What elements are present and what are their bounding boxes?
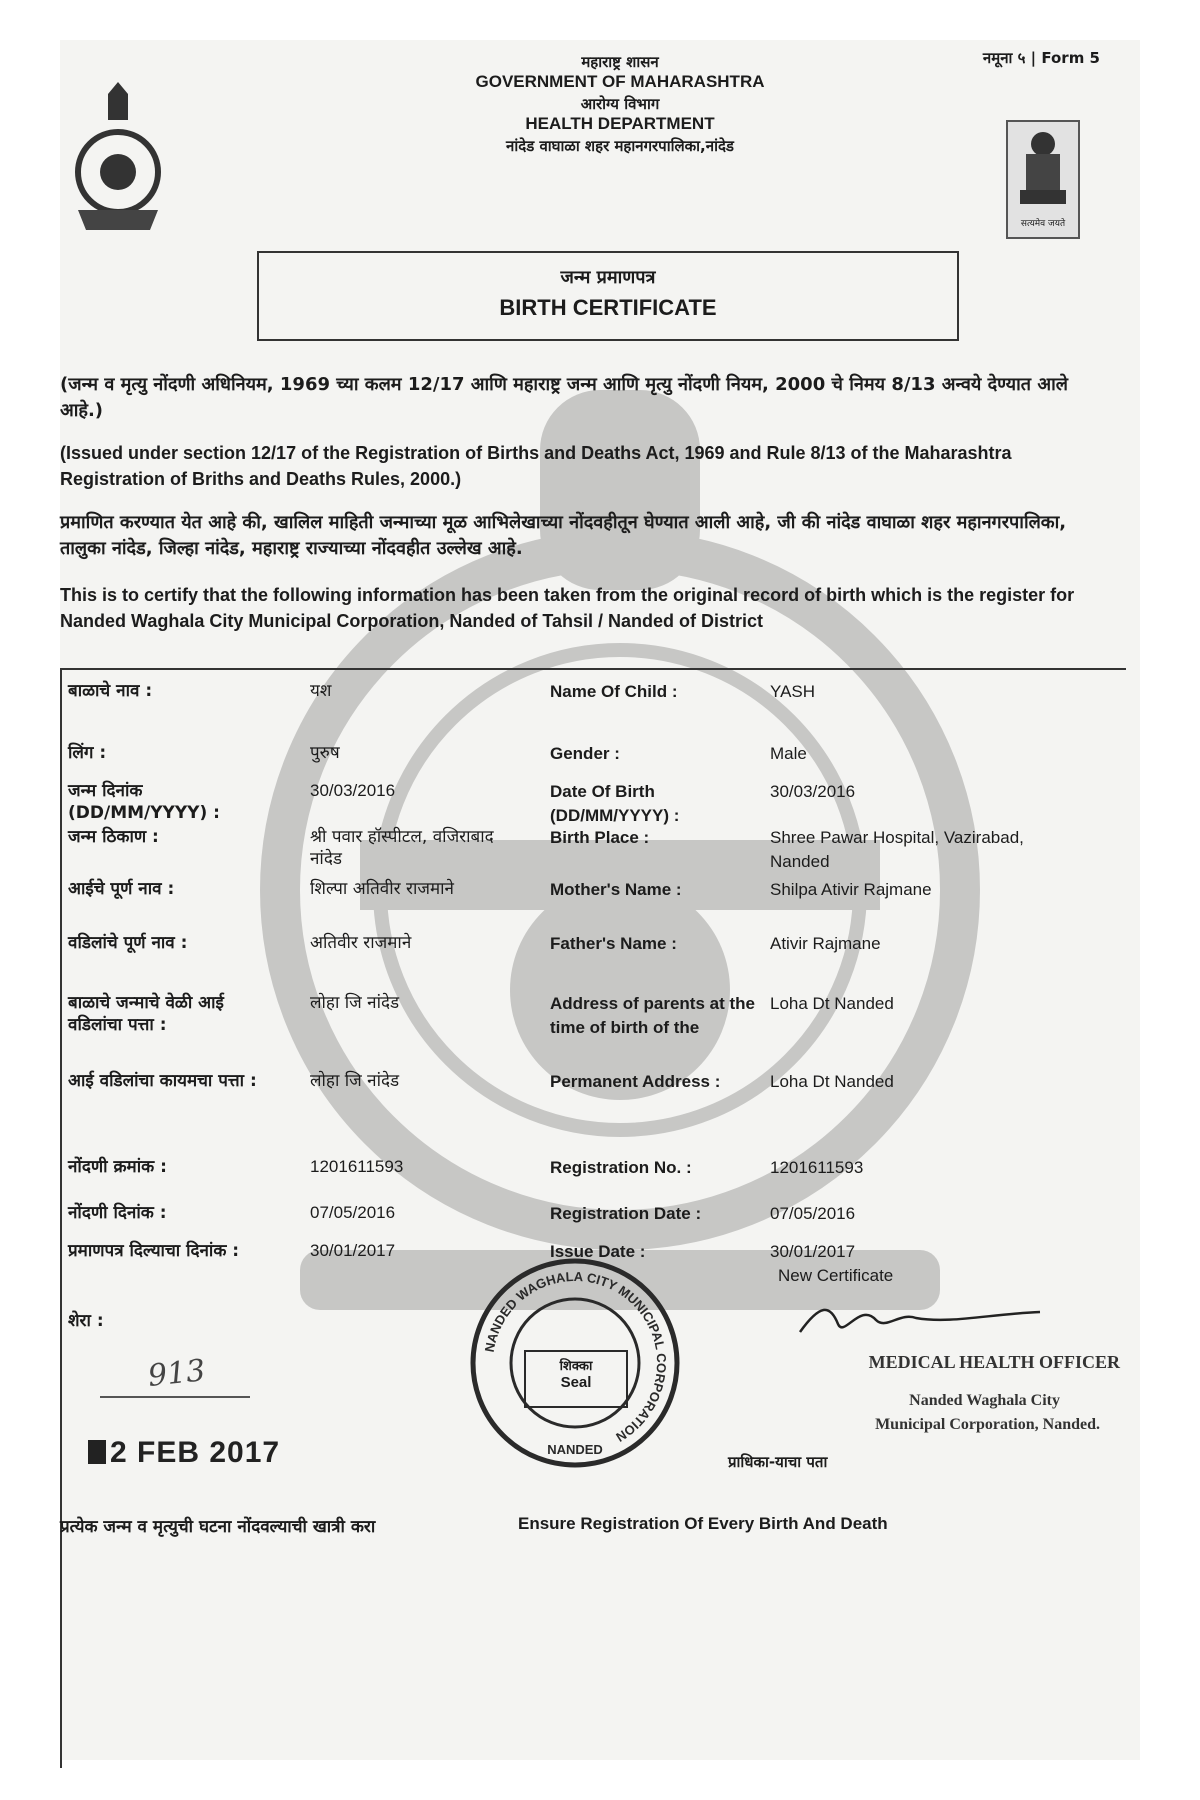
field-value-marathi: शिल्पा अतिवीर राजमाने: [310, 879, 454, 899]
field-value-english: Shilpa Ativir Rajmane: [770, 880, 932, 899]
stamp-ring-text: NANDED WAGHALA CITY MUNICIPAL CORPORATION: [481, 1268, 670, 1445]
field-value-english: 1201611593: [770, 1158, 864, 1177]
field-label-english: Birth Place :: [550, 828, 650, 847]
signatory-title-1: MEDICAL HEALTH OFFICER: [868, 1352, 1120, 1372]
certificate-type: New Certificate: [778, 1266, 894, 1285]
national-emblem: [1006, 120, 1080, 239]
govt-name-english: GOVERNMENT OF MAHARASHTRA: [475, 72, 765, 91]
title-marathi: जन्म प्रमाणपत्र: [560, 267, 656, 288]
field-value-english: Ativir Rajmane: [770, 934, 881, 953]
certificate-page: [60, 40, 1140, 1760]
field-label-marathi: वडिलांचे पूर्ण नाव :: [68, 933, 188, 953]
field-value-marathi: 30/01/2017: [310, 1241, 396, 1260]
field-value-english: 30/03/2016: [770, 782, 856, 801]
title-box: [257, 251, 959, 341]
field-label-english: Permanent Address :: [550, 1072, 721, 1091]
field-label-english: Gender :: [550, 744, 620, 763]
field-label-marathi: बाळाचे नाव :: [68, 681, 153, 701]
emblem-caption: सत्यमेव जयते: [1020, 219, 1066, 229]
field-label-marathi: आईचे पूर्ण नाव :: [68, 879, 175, 899]
certify-text-marathi: प्रमाणित करण्यात येत आहे की, खालिल माहिती जन्माच्या मूळ आभिलेखाच्या नोंदवहीतून घेण्यात आली आहे, जी की नांदेड वाघाळा शहर महानगरपालिका, तालुका नांदेड, जिल्हा नांदेड, महाराष्ट्र राज्याच्या नोंदवहीत उल्लेख आहे.: [60, 512, 1067, 559]
field-label-english: Mother's Name :: [550, 880, 682, 899]
signatory-title-2: Nanded Waghala City: [909, 1392, 1060, 1409]
field-value-marathi: 30/03/2016: [310, 781, 396, 800]
field-value-english: Loha Dt Nanded: [770, 1072, 894, 1091]
remarks-label: शेरा :: [68, 1311, 104, 1331]
field-value-marathi: 1201611593: [310, 1157, 404, 1176]
certify-text-english: This is to certify that the following information has been taken from the original record of birth which is the register for Nanded Waghala City Municipal Corporation, Nanded of Tahsil / Nanded of District: [60, 585, 1075, 631]
field-value-marathi: लोहा जि नांदेड: [310, 993, 400, 1013]
field-label-marathi: आई वडिलांचा कायमचा पत्ता :: [68, 1071, 257, 1091]
act-text-english: (Issued under section 12/17 of the Registration of Births and Deaths Act, 1969 and Rule 8/13 of the Maharashtra Registration of Briths and Deaths Rules, 2000.): [60, 443, 1012, 489]
signature-icon: [790, 1294, 1050, 1344]
field-value-english: 30/01/2017: [770, 1242, 856, 1261]
field-label-english: Issue Date :: [550, 1242, 646, 1261]
field-value-marathi: श्री पवार हॉस्पीटल, वजिराबाद नांदेड: [310, 827, 494, 869]
title-english: BIRTH CERTIFICATE: [499, 295, 717, 320]
field-label-marathi: नोंदणी दिनांक :: [68, 1203, 167, 1223]
field-value-english: Loha Dt Nanded: [770, 994, 894, 1013]
field-label-english: Name Of Child :: [550, 682, 678, 701]
stamp-seal-marathi: शिक्का: [559, 1359, 593, 1374]
field-value-english: Shree Pawar Hospital, Vazirabad, Nanded: [770, 828, 1024, 871]
stamp-seal-english: Seal: [560, 1374, 592, 1391]
field-label-marathi: नोंदणी क्रमांक :: [68, 1157, 167, 1177]
ashoka-emblem-icon: [1012, 126, 1074, 212]
date-stamp-mark: [88, 1440, 106, 1464]
signatory-title-3: Municipal Corporation, Nanded.: [875, 1416, 1100, 1433]
field-value-marathi: यश: [310, 681, 332, 701]
field-label-marathi: लिंग :: [68, 743, 107, 763]
field-label-english: Registration Date :: [550, 1204, 702, 1223]
field-label-english: Address of parents at the time of birth of the: [550, 994, 755, 1037]
stamp-seal-box: [524, 1350, 628, 1408]
field-value-marathi: लोहा जि नांदेड: [310, 1071, 400, 1091]
corporation-name-marathi: नांदेड वाघाळा शहर महानगरपालिका,नांदेड: [506, 137, 734, 155]
field-value-marathi: अतिवीर राजमाने: [310, 933, 412, 953]
field-label-marathi: जन्म ठिकाण :: [68, 827, 159, 847]
field-label-marathi: बाळाचे जन्माचे वेळी आई वडिलांचा पत्ता :: [68, 993, 224, 1035]
field-label-marathi: जन्म दिनांक (DD/MM/YYYY) :: [68, 781, 220, 823]
field-label-english: Registration No. :: [550, 1158, 692, 1177]
field-label-english: Date Of Birth (DD/MM/YYYY) :: [550, 782, 680, 825]
field-value-english: 07/05/2016: [770, 1204, 856, 1223]
govt-name-marathi: महाराष्ट्र शासन: [581, 53, 659, 71]
authority-address-label: प्राधिका-याचा पता: [728, 1453, 828, 1471]
field-value-english: Male: [770, 744, 807, 763]
field-label-english: Father's Name :: [550, 934, 677, 953]
form-number: नमूना ५ | Form 5: [982, 49, 1100, 67]
dept-name-english: HEALTH DEPARTMENT: [525, 114, 715, 133]
left-border-line: [60, 668, 62, 1768]
dept-name-marathi: आरोग्य विभाग: [580, 95, 660, 113]
municipal-stamp: [468, 1256, 682, 1470]
stamp-bottom-text: NANDED: [547, 1442, 603, 1457]
footer-marathi: प्रत्येक जन्म व मृत्युची घटना नोंदवल्याची खात्री करा: [60, 1517, 376, 1537]
remarks-underline: [100, 1396, 250, 1398]
field-label-marathi: प्रमाणपत्र दिल्याचा दिनांक :: [68, 1241, 240, 1261]
remarks-handwritten: 913: [146, 1353, 207, 1394]
municipal-logo-icon: [68, 80, 168, 240]
field-value-marathi: 07/05/2016: [310, 1203, 396, 1222]
divider-line: [60, 668, 1126, 670]
act-text-marathi: (जन्म व मृत्यु नोंदणी अधिनियम, 1969 च्या कलम 12/17 आणि महाराष्ट्र जन्म आणि मृत्यु नोंदणी नियम, 2000 चे निमय 8/13 अन्वये देण्यात आले आहे.): [60, 374, 1068, 421]
date-stamp: 2 FEB 2017: [110, 1436, 281, 1469]
field-value-english: YASH: [770, 682, 816, 701]
field-value-marathi: पुरुष: [310, 743, 340, 763]
footer-english: Ensure Registration Of Every Birth And Death: [518, 1514, 888, 1533]
